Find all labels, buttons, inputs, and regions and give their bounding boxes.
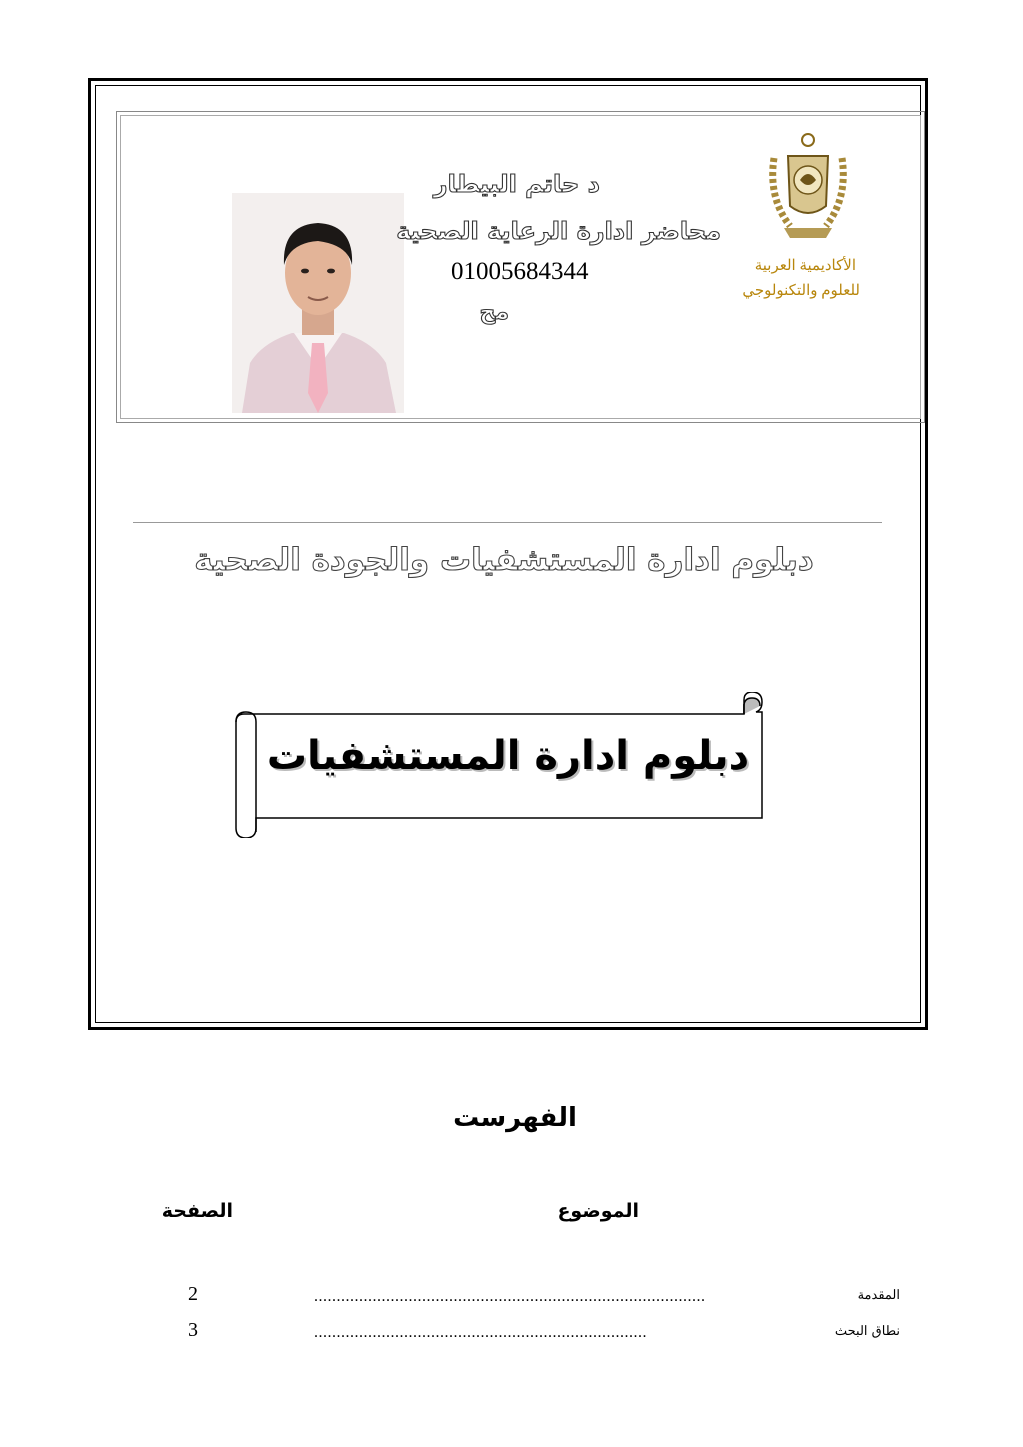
lecturer-abbreviation: مح [479, 300, 509, 325]
lecturer-name: د حاتم البيطار [433, 170, 600, 198]
toc-row-dots: .......................................................................... [314, 1324, 647, 1341]
toc-row [140, 1283, 900, 1312]
toc-page-header: الصفحة [161, 1200, 233, 1222]
toc-topic-header: الموضوع [557, 1200, 639, 1222]
toc-row-label: نطاق البحث [834, 1324, 900, 1339]
academy-name-line-2: للعلوم والتكنولوجي [742, 283, 860, 299]
toc-row [140, 1319, 900, 1348]
toc-title: الفهرست [453, 1103, 577, 1133]
horizontal-divider [133, 522, 882, 523]
lecturer-photo [232, 193, 404, 413]
toc-row-page: 3 [188, 1319, 198, 1341]
academy-name-line-1: الأكاديمية العربية [754, 258, 856, 274]
diploma-subtitle: دبلوم ادارة المستشفيات والجودة الصحية [194, 542, 814, 578]
lecturer-phone: 01005684344 [451, 258, 589, 285]
scroll-title: دبلوم ادارة المستشفيات [266, 733, 750, 779]
toc-row-dots: ....................................................................................... [314, 1288, 706, 1305]
toc-row-label: المقدمة [857, 1288, 900, 1303]
lecturer-title: محاضر ادارة الرعاية الصحية [396, 217, 721, 245]
academy-emblem-icon [760, 128, 856, 250]
toc-row-page: 2 [188, 1283, 198, 1305]
